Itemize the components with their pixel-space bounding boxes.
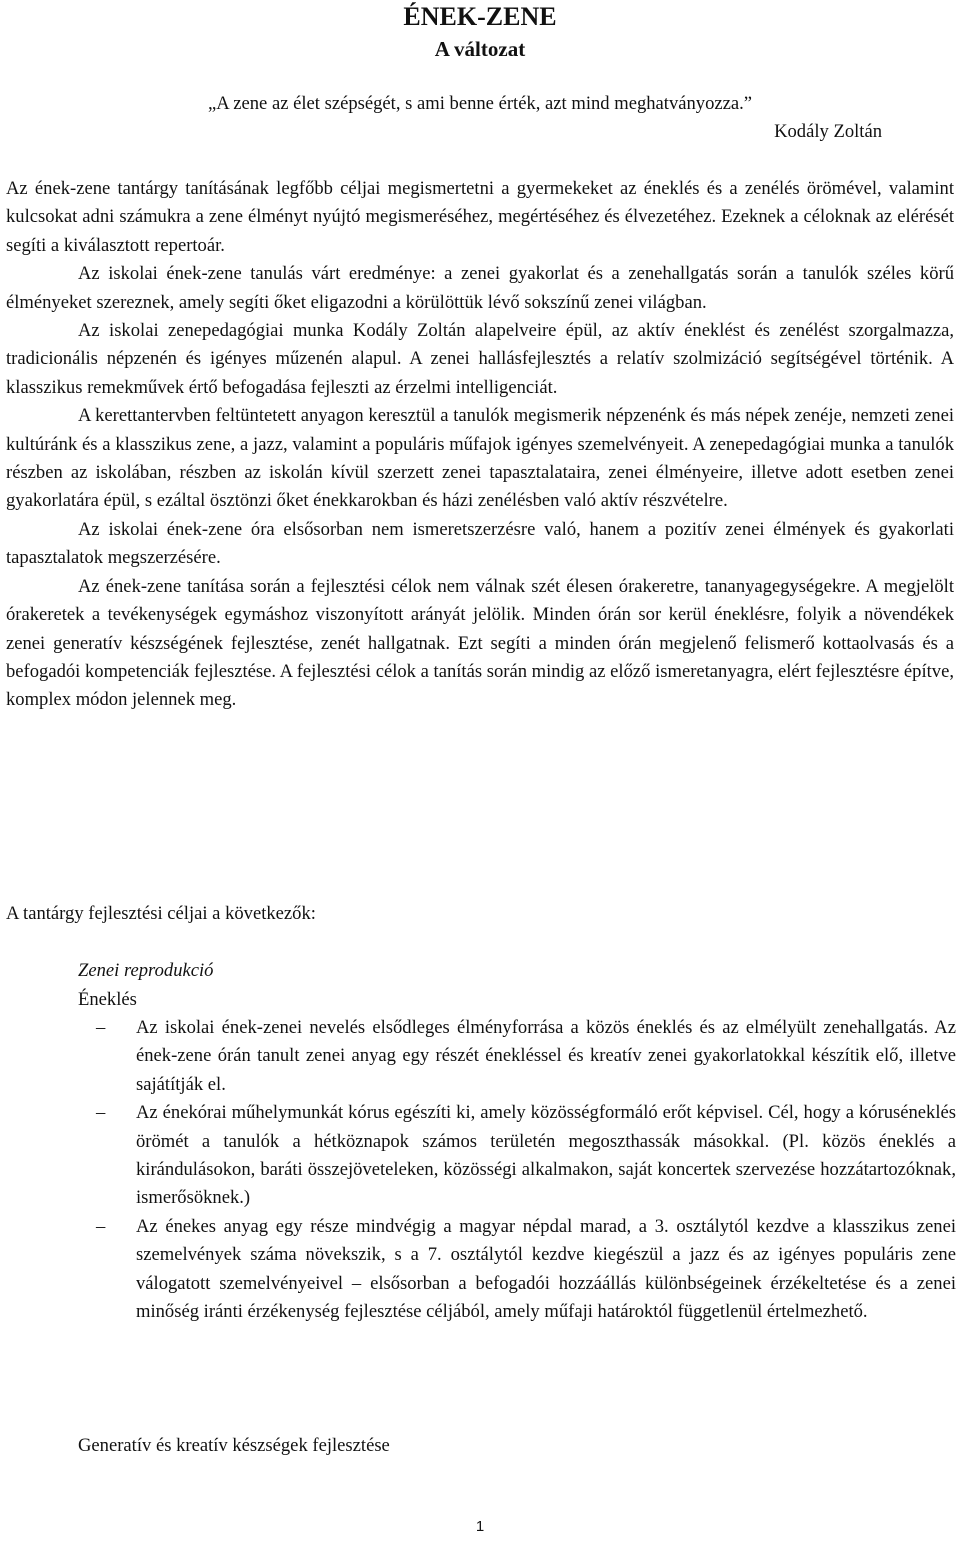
- next-subsection-heading: Generatív és kreatív készségek fejlesztése: [78, 1435, 390, 1456]
- list-item: [78, 1014, 956, 1099]
- goals-list: [78, 1014, 956, 1326]
- list-item-text: Az iskolai ének-zenei nevelés elsődleges élményforrása a közös éneklés és az elmélyült zenehallgatás. Az ének-zene órán tanult zenei anyag egy részét énekléssel és kreatív zenei gyakorlatokkal készítik elő, illetve sajátítják el.: [136, 1017, 956, 1095]
- list-item: [78, 1099, 956, 1213]
- page-subtitle: A változat: [434, 37, 526, 61]
- list-item-text: Az énekórai műhelymunkát kórus egészíti ki, amely közösségformáló erőt képvisel. Cél, hogy a kóruséneklés örömét a tanulók a hétköznapok számos területén megoszthassák másokkal. (Pl. közös éneklés a kirándulásokon, baráti összejöveteleken, közösségi alkalmakon, saját koncertek szervezése hozzátartozóknak, ismerősöknek.): [136, 1102, 956, 1209]
- paragraph: Az iskolai zenepedagógiai munka Kodály Zoltán alapelveire épül, az aktív éneklést és zenélést szorgalmazza, tradicionális népzenén és igényes műzenén alapul. A zenei hallásfejlesztés a relatív szolmizáció segítségével történik. A klasszikus remekművek értő befogadása fejleszti az érzelmi intelligenciát.: [6, 320, 954, 398]
- list-dash: –: [96, 1215, 106, 1237]
- subsection-heading: Éneklés: [78, 989, 137, 1010]
- goals-heading: A tantárgy fejlesztési céljai a következők:: [6, 903, 316, 924]
- page-title: ÉNEK-ZENE: [403, 2, 557, 31]
- paragraph: Az ének-zene tanítása során a fejlesztési célok nem válnak szét élesen órakeretre, tananyagegységekre. A megjelölt órakeretek a tevékenységek egymáshoz viszonyított arányát jelölik. Minden órán sor kerül éneklésre, folyik a növendékek zenei generatív készségének fejlesztése, zenét hallgatnak. Ezt segíti a minden órán megjelenő felismerő kottaolvasás és a befogadói kompetenciák fejlesztése. A fejlesztési célok a tanítás során mindig az előző ismeretanyagra, elért fejlesztésre építve, komplex módon jelennek meg.: [6, 575, 954, 711]
- list-dash: –: [96, 1017, 106, 1038]
- list-dash: –: [96, 1102, 106, 1124]
- paragraph: Az iskolai ének-zene óra elsősorban nem ismeretszerzésre való, hanem a pozitív zenei élmények és gyakorlati tapasztalatok megszerzésére.: [6, 518, 954, 569]
- subsection-heading-italic: Zenei reprodukció: [78, 960, 214, 981]
- epigraph-author: Kodály Zoltán: [774, 121, 882, 142]
- paragraph: A kerettantervben feltüntetett anyagon keresztül a tanulók megismerik népzenénk és más népek zenéje, nemzeti zenei kultúránk és a klasszikus zene, a jazz, valamint a populáris műfajok igényes szemelvényeit. A zenepedagógiai munka a tanulók részben az iskolában, részben az iskolán kívül szerzett zenei tapasztalataira, zenei élményeire, illetve adott esetben zenei gyakorlatára épül, s ezáltal ösztönzi őket énekkarokban és házi zenélésben való aktív részvételre.: [6, 405, 954, 512]
- list-item-text: Az énekes anyag egy része mindvégig a magyar népdal marad, a 3. osztálytól kezdve a klasszikus zenei szemelvények száma növekszik, s a 7. osztálytól kezdve kiegészül a jazz és az igényes populáris zene válogatott szemelvényeivel – elsősorban a befogadói hozzáállás különbségeinek érzékeltetése és a zenei minőség iránti érzékenység fejlesztése céljából, amely műfaji határoktól függetlenül értelmezhető.: [136, 1215, 956, 1323]
- paragraph: Az iskolai ének-zene tanulás várt eredménye: a zenei gyakorlat és a zenehallgatás során a tanulók széles körű élményeket szereznek, amely segíti őket eligazodni a körülöttük lévő sokszínű zenei világban.: [6, 263, 954, 313]
- list-item: [78, 1213, 956, 1327]
- epigraph-quote: „A zene az élet szépségét, s ami benne érték, azt mind meghatványozza.”: [207, 93, 753, 114]
- intro-body: [6, 175, 954, 715]
- page-number: 1: [475, 1518, 485, 1535]
- paragraph: Az ének-zene tantárgy tanításának legfőbb céljai megismertetni a gyermekeket az éneklés és a zenélés örömével, valamint kulcsokat adni számukra a zene élményt nyújtó megismeréséhez, megértéséhez és élvezetéhez. Ezeknek a céloknak az elérését segíti a kiválasztott repertoár.: [6, 178, 954, 256]
